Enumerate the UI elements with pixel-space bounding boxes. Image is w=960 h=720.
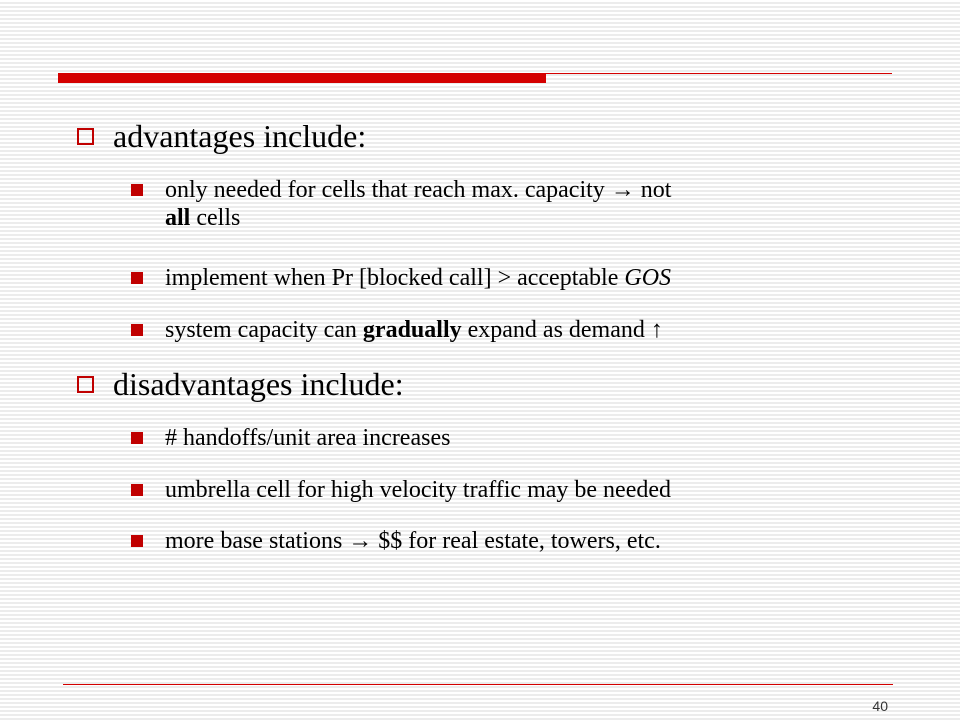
hollow-square-bullet-icon [77, 376, 94, 393]
list-item [131, 176, 911, 232]
square-bullet-icon [131, 184, 143, 196]
list-item-text: only needed for cells that reach max. capacity → not all cells [165, 177, 672, 231]
list-item [131, 316, 911, 344]
page-number: 40 [872, 698, 888, 714]
list-item [131, 424, 911, 452]
section-heading: disadvantages include: [113, 366, 404, 402]
list-item-text: implement when Pr [blocked call] > acceptable GOS [165, 265, 672, 291]
list-item-text: system capacity can gradually expand as demand ↑ [165, 317, 663, 343]
square-bullet-icon [131, 324, 143, 336]
square-bullet-icon [131, 535, 143, 547]
section-disadvantages [77, 366, 404, 402]
list-item-text: umbrella cell for high velocity traffic may be needed [165, 477, 672, 503]
footer-rule [63, 684, 893, 685]
square-bullet-icon [131, 272, 143, 284]
section-advantages [77, 118, 366, 154]
list-item [131, 264, 911, 292]
square-bullet-icon [131, 432, 143, 444]
list-item [131, 476, 911, 504]
list-item-text: # handoffs/unit area increases [165, 425, 451, 451]
square-bullet-icon [131, 484, 143, 496]
list-item [131, 527, 911, 555]
section-heading: advantages include: [113, 118, 367, 154]
list-item-text: more base stations → $$ for real estate, towers, etc. [165, 528, 661, 554]
hollow-square-bullet-icon [77, 128, 94, 145]
